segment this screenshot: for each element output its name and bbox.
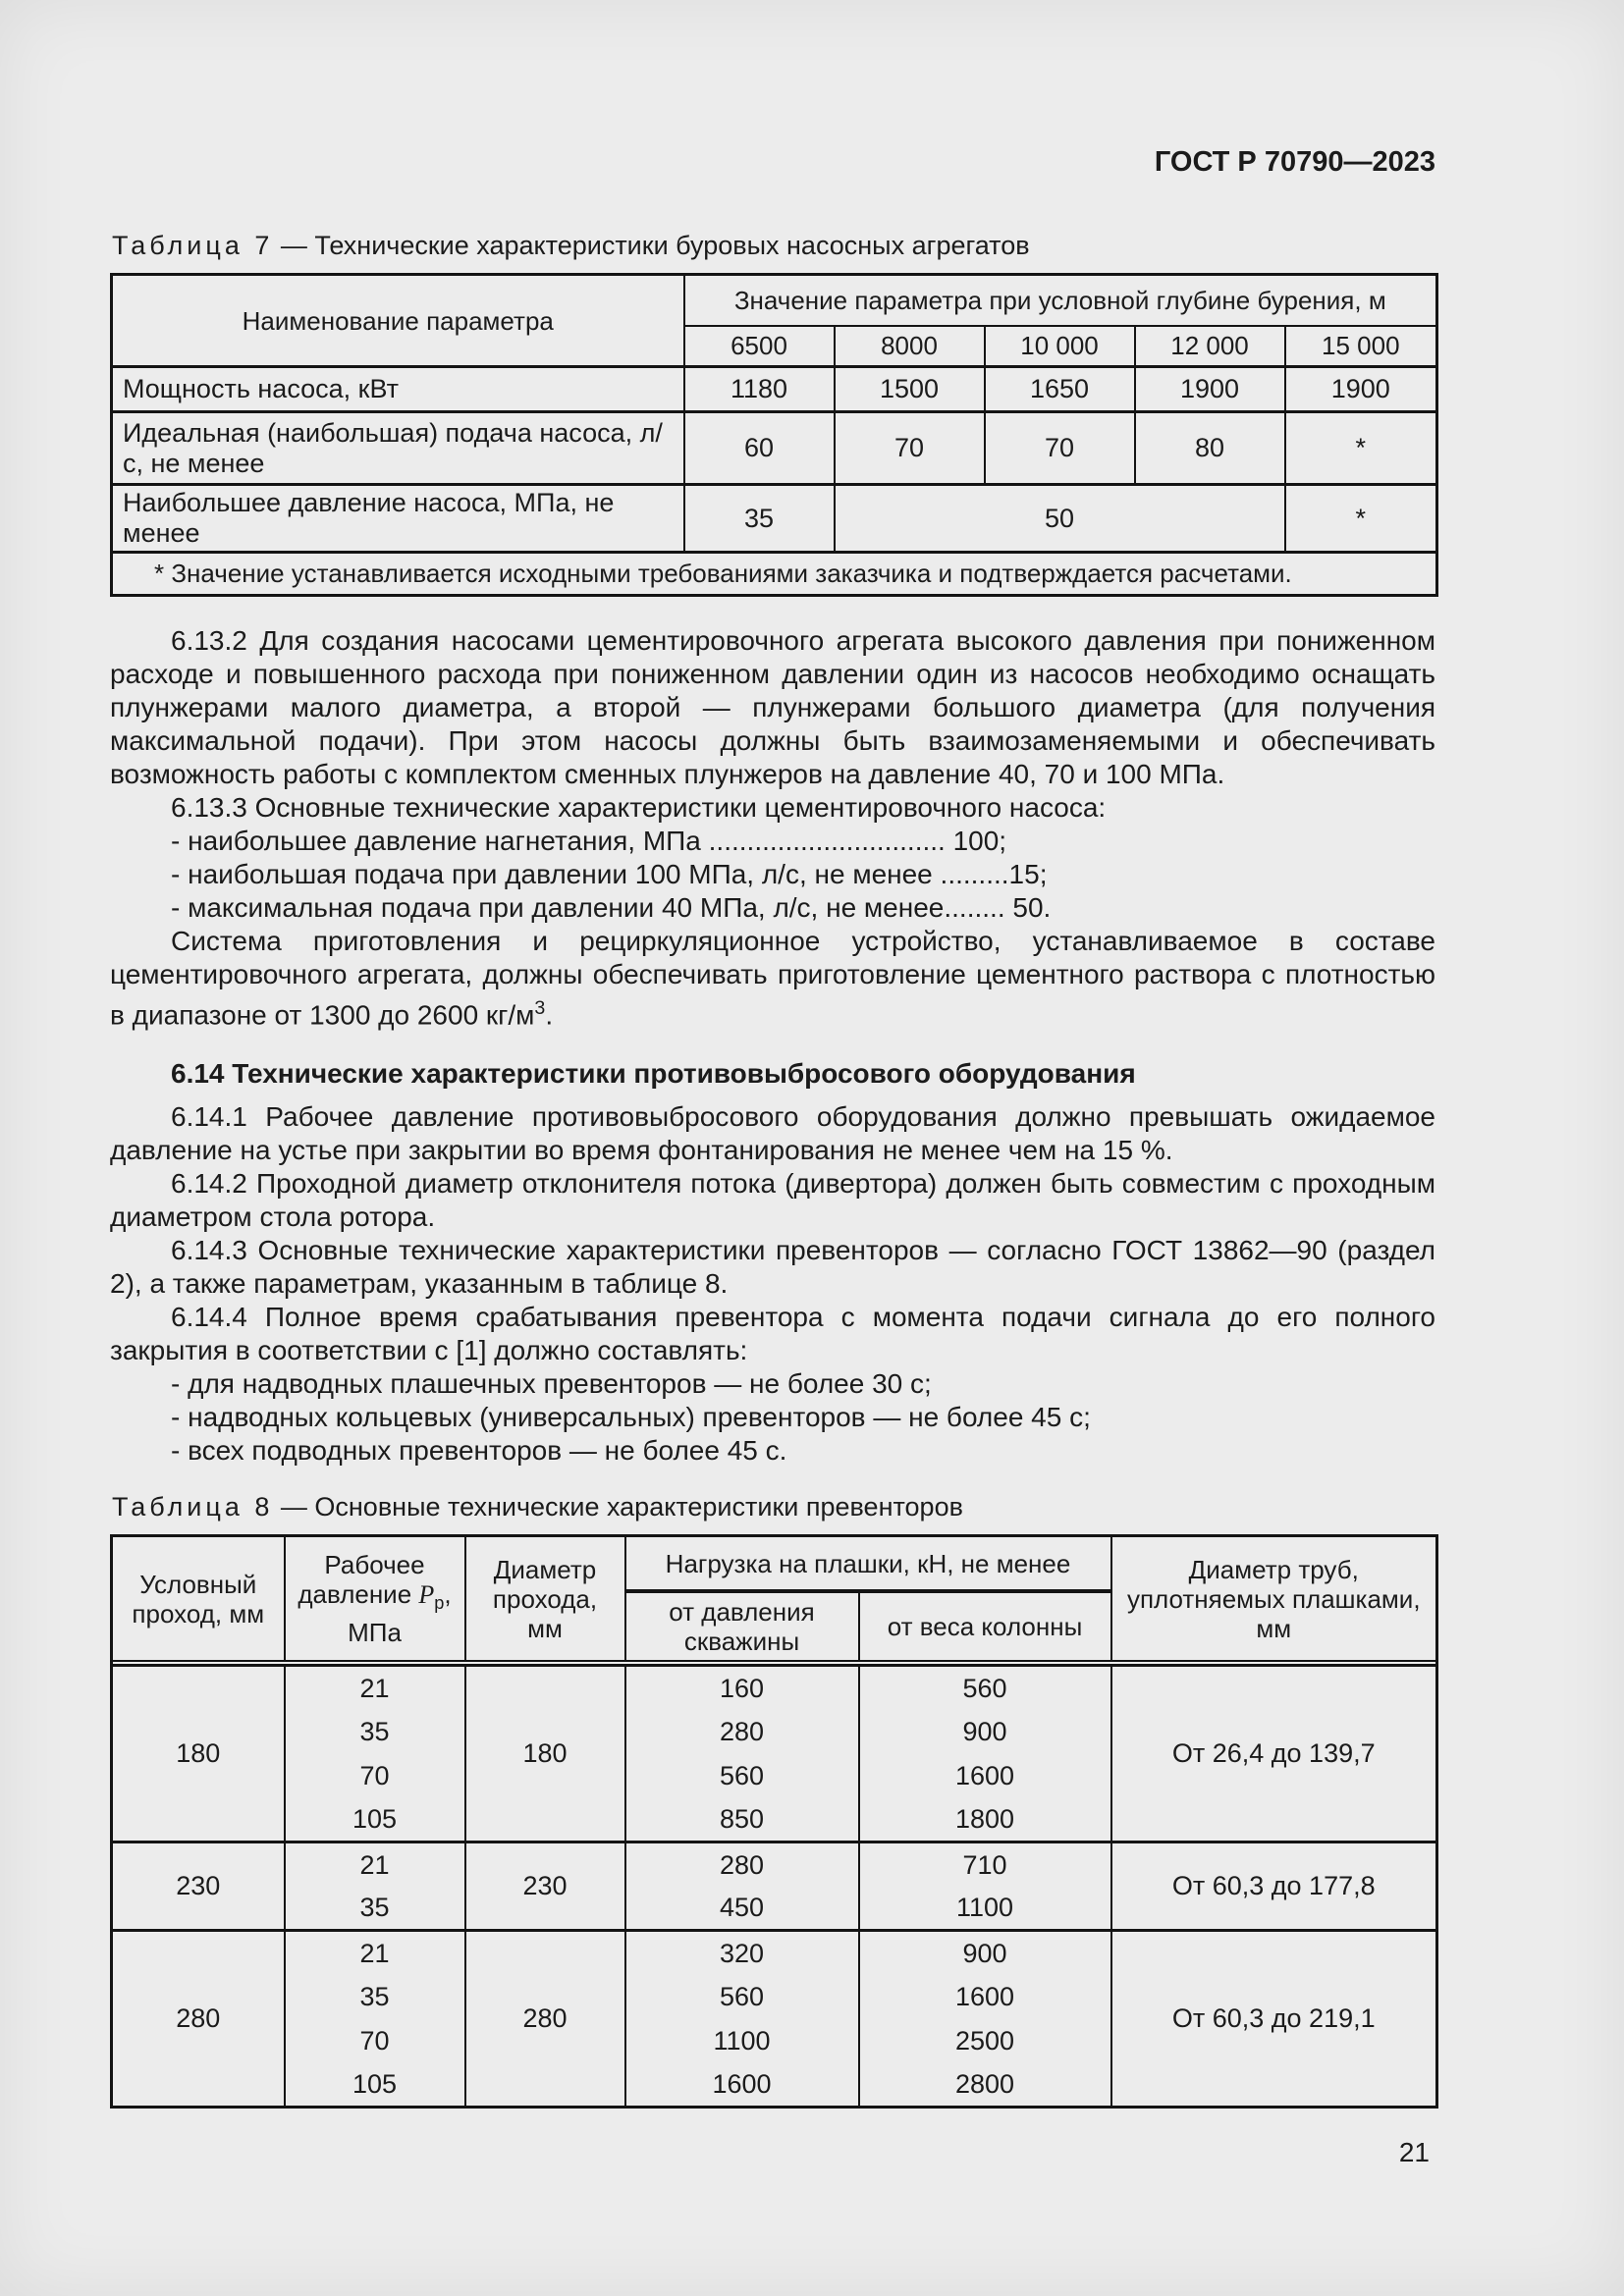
table7-row-pressure — [112, 485, 1437, 553]
table8-cell-pressure: 35 — [285, 1710, 465, 1754]
table8-cell-pressure: 35 — [285, 1887, 465, 1931]
table8-col-pass: Условный проход, мм — [112, 1536, 285, 1661]
table8-group-230-row — [112, 1842, 1437, 1887]
table8-header-row-1 — [112, 1536, 1437, 1591]
table7-cell-value: 60 — [684, 412, 835, 485]
table7-depth-12000: 12 000 — [1135, 326, 1285, 367]
paragraph-6-13-3: 6.13.3 Основные технические характеристики цементировочного насоса: — [171, 792, 1107, 823]
table7-cell-value: 1180 — [684, 367, 835, 412]
paragraph-6-14-3: 6.14.3 Основные технические характеристики превенторов — согласно ГОСТ 13862—90 (раздел 2), а также параметрам, указанным в таблице 8. — [110, 1235, 1435, 1300]
table8-cell-column: 1800 — [859, 1798, 1111, 1842]
list-item-flow-40: - максимальная подача при давлении 40 МПа, л/с, не менее........ 50. — [171, 892, 1052, 923]
table8-col-pressure — [285, 1536, 465, 1661]
list-item-max-pressure: - наибольшее давление нагнетания, МПа ............................... 100; — [171, 826, 1007, 856]
table7-depth-10000: 10 000 — [985, 326, 1135, 367]
table8-cell-well: 280 — [625, 1710, 859, 1754]
table8-col-load-column: от веса колонны — [859, 1591, 1111, 1661]
table8-cell-column: 1600 — [859, 1754, 1111, 1798]
table8-caption-label: Таблица 8 — [112, 1492, 274, 1522]
table8-cell-column: 2500 — [859, 2019, 1111, 2063]
table8-cell-column: 560 — [859, 1666, 1111, 1710]
paragraph-6-14-4: 6.14.4 Полное время срабатывания превентора с момента подачи сигнала до его полного закрытия в соответствии с [1] должно составлять: — [110, 1302, 1435, 1366]
table8 — [110, 1534, 1438, 2109]
table7-cell-value: 1500 — [835, 367, 985, 412]
table8-cell-pass: 180 — [112, 1666, 285, 1842]
table7 — [110, 273, 1438, 597]
table7-row-flow — [112, 412, 1437, 485]
table8-cell-pressure: 35 — [285, 1975, 465, 2019]
table7-footnote-row — [112, 553, 1437, 596]
paragraph-system — [110, 925, 1435, 1032]
superscript-3: 3 — [534, 997, 546, 1019]
table8-cell-column: 1600 — [859, 1975, 1111, 2019]
table8-col-pipe: Диаметр труб, уплотняемых плашками, мм — [1111, 1536, 1437, 1661]
table8-cell-column: 900 — [859, 1710, 1111, 1754]
table8-cell-column: 710 — [859, 1842, 1111, 1887]
table8-cell-pressure: 70 — [285, 1754, 465, 1798]
table7-depth-15000: 15 000 — [1285, 326, 1437, 367]
page-content — [110, 145, 1435, 2169]
table7-cell-value: * — [1285, 412, 1437, 485]
table8-cell-well: 280 — [625, 1842, 859, 1887]
table7-cell-value: 80 — [1135, 412, 1285, 485]
table8-caption-title: — Основные технические характеристики превенторов — [273, 1492, 963, 1522]
table7-cell-value: * — [1285, 485, 1437, 553]
table8-cell-pass: 230 — [112, 1842, 285, 1931]
pressure-label: Рабочее давление — [298, 1549, 425, 1609]
table8-cell-well: 560 — [625, 1975, 859, 2019]
paragraph-system-end: . — [545, 999, 554, 1031]
table7-footnote: * Значение устанавливается исходными требованиями заказчика и подтверждается расчетами. — [112, 553, 1437, 596]
table7-cell-value: 1900 — [1285, 367, 1437, 412]
spacer — [110, 597, 1435, 624]
table8-cell-column: 1100 — [859, 1887, 1111, 1931]
pressure-subscript: р — [434, 1593, 445, 1614]
table7-caption — [112, 230, 1435, 261]
table8-cell-pipe: От 60,3 до 177,8 — [1111, 1842, 1437, 1931]
table8-caption — [112, 1491, 1435, 1522]
table8-cell-well: 850 — [625, 1798, 859, 1842]
table7-cell-value: 70 — [835, 412, 985, 485]
table8-cell-well: 1100 — [625, 2019, 859, 2063]
table8-cell-pressure: 21 — [285, 1931, 465, 1975]
table7-header-row-1 — [112, 275, 1437, 326]
pressure-symbol: P — [418, 1579, 435, 1609]
table8-cell-diameter: 180 — [465, 1666, 625, 1842]
document-code-header: ГОСТ Р 70790—2023 — [1154, 146, 1435, 178]
paragraph-6-14-1: 6.14.1 Рабочее давление противовыбросового оборудования должно превышать ожидаемое давление на устье при закрытии во время фонтанирования не менее чем на 15 %. — [110, 1101, 1435, 1166]
table8-cell-diameter: 280 — [465, 1931, 625, 2108]
table7-row-power — [112, 367, 1437, 412]
table7-cell-value: 70 — [985, 412, 1135, 485]
table8-cell-pressure: 105 — [285, 1798, 465, 1842]
table8-cell-well: 1600 — [625, 2063, 859, 2108]
table7-caption-title: — Технические характеристики буровых насосных агрегатов — [273, 231, 1030, 260]
table7-cell-param: Мощность насоса, кВт — [112, 367, 684, 412]
table8-cell-pipe: От 26,4 до 139,7 — [1111, 1666, 1437, 1842]
table8-col-load-group: Нагрузка на плашки, кН, не менее — [625, 1536, 1111, 1591]
table8-cell-pressure: 70 — [285, 2019, 465, 2063]
table8-cell-pressure: 21 — [285, 1842, 465, 1887]
table8-cell-well: 320 — [625, 1931, 859, 1975]
paragraph-system-text: Система приготовления и рециркуляционное устройство, устанавливаемое в составе цементировочного агрегата, должны обеспечивать приготовление цементного раствора с плотностью в диапазоне от 1300 до 2600 кг/м — [110, 926, 1435, 1031]
paragraph-6-13-2: 6.13.2 Для создания насосами цементировочного агрегата высокого давления при пониженном расходе и повышенного расхода при пониженном давлении один из насосов необходимо оснащать плунжерами малого диаметра, а второй — плунжерами большого диаметра (для получения максимальной подачи). При этом насосы должны быть взаимозаменяемыми и обеспечивать возможность работы с комплектом сменных плунжеров на давление 40, 70 и 100 МПа. — [110, 625, 1435, 789]
table8-cell-pressure: 105 — [285, 2063, 465, 2108]
table7-cell-value: 1650 — [985, 367, 1135, 412]
table7-depth-6500: 6500 — [684, 326, 835, 367]
table8-cell-column: 900 — [859, 1931, 1111, 1975]
table8-cell-column: 2800 — [859, 2063, 1111, 2108]
table8-cell-well: 450 — [625, 1887, 859, 1931]
table7-caption-label: Таблица 7 — [112, 231, 274, 260]
table7-cell-value: 35 — [684, 485, 835, 553]
list-item-annular-preventers: - надводных кольцевых (универсальных) превенторов — не более 45 с; — [171, 1402, 1091, 1433]
table7-col-param: Наименование параметра — [112, 275, 684, 367]
table7-cell-param: Наибольшее давление насоса, МПа, не менее — [112, 485, 684, 553]
table8-cell-diameter: 230 — [465, 1842, 625, 1931]
table7-cell-param: Идеальная (наибольшая) подача насоса, л/с, не менее — [112, 412, 684, 485]
table8-cell-pressure: 21 — [285, 1666, 465, 1710]
section-heading-6-14: 6.14 Технические характеристики противовыбросового оборудования — [171, 1058, 1136, 1090]
table8-cell-well: 560 — [625, 1754, 859, 1798]
table7-cell-value: 1900 — [1135, 367, 1285, 412]
table8-col-diameter: Диаметр прохода, мм — [465, 1536, 625, 1661]
table8-cell-pass: 280 — [112, 1931, 285, 2108]
table8-group-180-row — [112, 1666, 1437, 1710]
list-item-subsea-preventers: - всех подводных превенторов — не более 45 с. — [171, 1435, 787, 1467]
pressure-unit: , МПа — [348, 1578, 452, 1648]
table8-group-280-row — [112, 1931, 1437, 1975]
table7-col-group: Значение параметра при условной глубине бурения, м — [684, 275, 1437, 326]
list-item-ram-preventers: - для надводных плашечных превенторов — не более 30 с; — [171, 1368, 932, 1400]
table7-cell-value-span: 50 — [835, 485, 1285, 553]
body-text — [110, 624, 1435, 1468]
table8-cell-pipe: От 60,3 до 219,1 — [1111, 1931, 1437, 2108]
table8-cell-well: 160 — [625, 1666, 859, 1710]
paragraph-6-14-2: 6.14.2 Проходной диаметр отклонителя потока (дивертора) должен быть совместим с проходным диаметром стола ротора. — [110, 1168, 1435, 1233]
list-item-flow-100: - наибольшая подача при давлении 100 МПа, л/с, не менее .........15; — [171, 859, 1048, 889]
table7-depth-8000: 8000 — [835, 326, 985, 367]
table8-col-load-well: от давления скважины — [625, 1591, 859, 1661]
page-number: 21 — [1398, 2137, 1430, 2168]
